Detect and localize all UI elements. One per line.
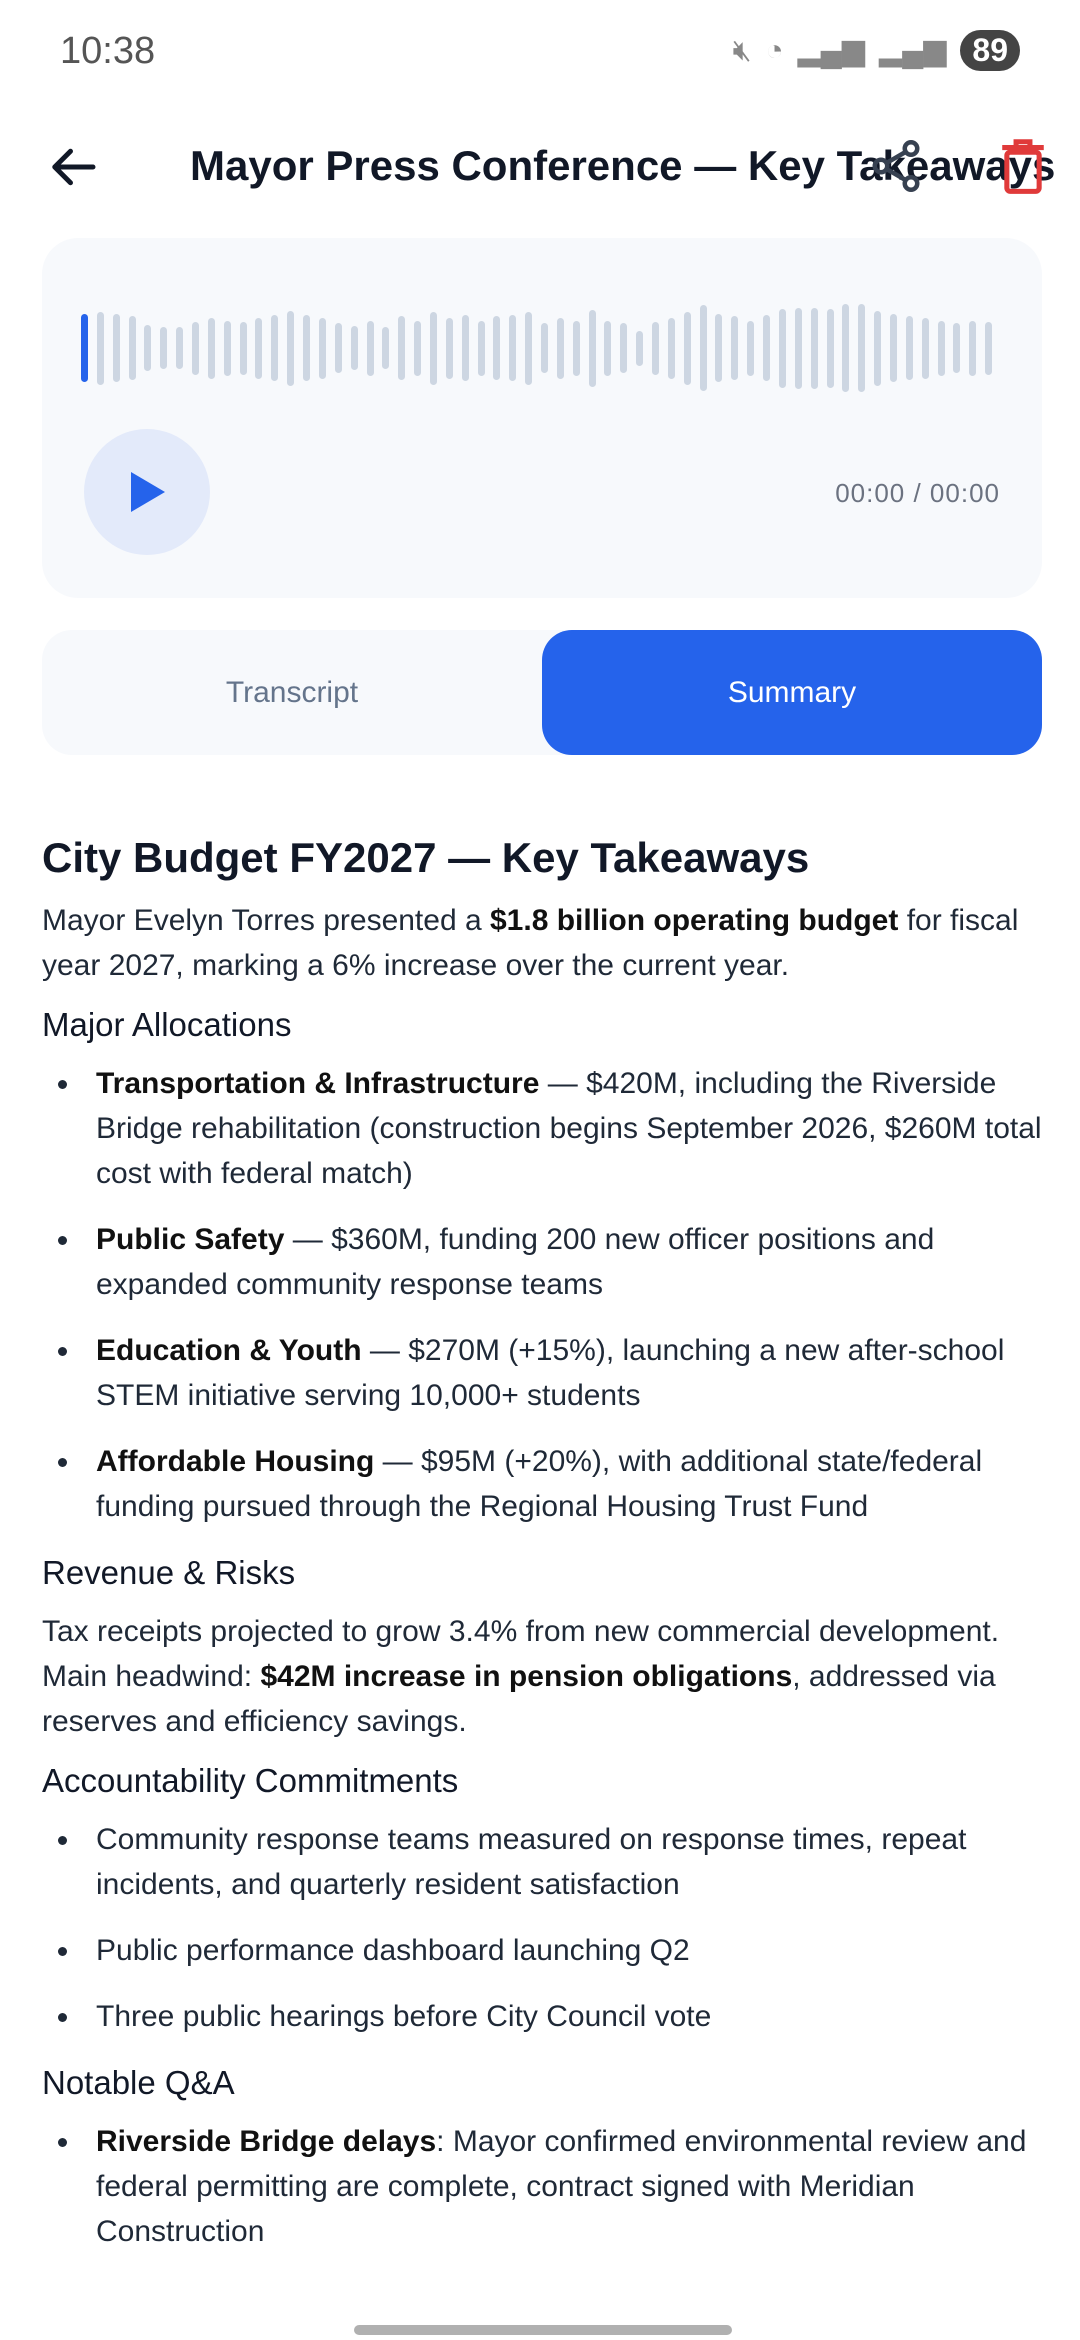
waveform-bar [192, 322, 199, 375]
waveform-bar [890, 314, 897, 382]
waveform-bar [335, 323, 342, 373]
list-item: Public performance dashboard launching Q2 [42, 1928, 1047, 1973]
waveform-bar [684, 312, 691, 385]
waveform-bar [509, 315, 516, 381]
waveform-bar [842, 304, 849, 392]
revenue-text: Tax receipts projected to grow 3.4% from new commercial development. Main headwind: [42, 1615, 1000, 1693]
item-text: — $420M, including the Riverside Bridge rehabilitation (construction begins September 2026, $260M total cost with federal match) [96, 1067, 1042, 1190]
waveform-bar [303, 315, 310, 381]
revenue-heading: Revenue & Risks [42, 1554, 296, 1591]
waveform-bar [557, 318, 564, 379]
waveform-bar [129, 316, 136, 380]
waveform-bar [462, 315, 469, 381]
intro-text: Mayor Evelyn Torres presented a [42, 904, 490, 937]
waveform-bar [541, 323, 548, 373]
waveform-bar [715, 314, 722, 382]
waveform-bar [938, 321, 945, 376]
waveform-bar [985, 322, 992, 375]
waveform-bar [811, 308, 818, 389]
waveform-bar [493, 316, 500, 380]
waveform-bar [953, 323, 960, 373]
waveform-bar [604, 321, 611, 376]
waveform-bar [81, 314, 88, 382]
intro-text-end: for fiscal year 2027, marking a 6% increase over the current year. [42, 904, 1019, 982]
play-button[interactable] [84, 429, 210, 555]
waveform-bar [414, 321, 421, 376]
item-text: — $270M (+15%), launching a new after-school STEM initiative serving 10,000+ students [96, 1334, 1005, 1412]
waveform-bar [382, 327, 389, 369]
waveform-bar [271, 315, 278, 381]
waveform-bar [430, 312, 437, 385]
list-item: Three public hearings before City Council vote [42, 1994, 1047, 2039]
signal-icon-2: ▂▄▆ [879, 34, 947, 67]
list-item [42, 1217, 1047, 1307]
accountability-heading: Accountability Commitments [42, 1762, 459, 1799]
back-arrow-icon[interactable] [48, 140, 102, 194]
share-icon[interactable] [866, 136, 926, 196]
waveform-bar [700, 305, 707, 391]
list-item [42, 1061, 1047, 1196]
waveform-bar [287, 311, 294, 386]
waveform-bar [858, 304, 865, 392]
waveform-bar [620, 323, 627, 373]
revenue-paragraph [42, 1609, 1047, 1744]
waveform-bar [763, 315, 770, 381]
waveform-bar [922, 318, 929, 379]
list-item [42, 1439, 1047, 1529]
waveform-bar [240, 322, 247, 375]
waveform-bar [969, 321, 976, 376]
play-icon [127, 470, 167, 514]
battery-indicator: 89 [960, 30, 1020, 71]
list-item [42, 1328, 1047, 1418]
waveform-bar [255, 318, 262, 379]
waveform-bar [906, 316, 913, 380]
waveform-bar [398, 316, 405, 380]
wifi-icon: ◔ [765, 33, 784, 67]
intro-bold: $1.8 billion operating budget [490, 904, 899, 937]
waveform-bar [795, 308, 802, 389]
qa-list [42, 2119, 1047, 2254]
tab-transcript[interactable]: Transcript [225, 675, 359, 709]
revenue-text-end: , addressed via reserves and efficiency savings. [42, 1660, 996, 1738]
waveform-bar [525, 312, 532, 385]
waveform-bar [573, 321, 580, 376]
waveform-bar [367, 321, 374, 376]
item-bold: Public Safety [96, 1223, 285, 1256]
waveform-bar [176, 327, 183, 369]
waveform-bar [652, 322, 659, 375]
waveform-bar [668, 318, 675, 379]
item-bold: Affordable Housing [96, 1445, 375, 1478]
waveform-bar [224, 321, 231, 376]
status-time: 10:38 [60, 30, 156, 72]
list-item: Community response teams measured on response times, repeat incidents, and quarterly resident satisfaction [42, 1817, 1047, 1907]
audio-player-card [42, 238, 1042, 598]
waveform-bar [351, 326, 358, 370]
tab-summary[interactable]: Summary [542, 630, 1042, 755]
allocations-heading: Major Allocations [42, 1006, 292, 1043]
allocations-list [42, 1061, 1047, 1529]
status-icons [733, 30, 1020, 71]
item-text: — $360M, funding 200 new officer positions and expanded community response teams [96, 1223, 935, 1301]
list-item [42, 2119, 1047, 2254]
qa-heading: Notable Q&A [42, 2064, 235, 2101]
waveform-bar [747, 321, 754, 376]
gesture-handle[interactable] [354, 2325, 732, 2335]
page-title: Mayor Press Conference — Key Takeaways [190, 142, 1056, 189]
waveform-bar [113, 314, 120, 382]
waveform-bar [144, 325, 151, 371]
waveform-bar [827, 309, 834, 388]
waveform-bar [731, 316, 738, 380]
accountability-list [42, 1817, 1047, 2039]
playback-time: 00:00 / 00:00 [835, 478, 1000, 508]
waveform-bar [319, 318, 326, 379]
waveform-bar [636, 331, 643, 366]
waveform-bar [874, 311, 881, 386]
item-bold: Education & Youth [96, 1334, 362, 1367]
waveform-bar [97, 312, 104, 385]
intro-paragraph [42, 898, 1047, 988]
waveform-bar [589, 310, 596, 387]
item-text: : Mayor confirmed environmental review and federal permitting are complete, contract signed with Meridian Construction [96, 2125, 1027, 2248]
waveform-bar [208, 318, 215, 379]
waveform-bar [160, 327, 167, 369]
revenue-bold: $42M increase in pension obligations [260, 1660, 793, 1693]
view-tabs [42, 630, 1042, 755]
waveform[interactable] [81, 293, 1001, 403]
waveform-bar [446, 318, 453, 379]
mute-icon: 🔇︎ [732, 33, 752, 67]
app-header [0, 120, 1080, 212]
delete-trash-icon[interactable] [995, 136, 1051, 196]
item-bold: Riverside Bridge delays [96, 2125, 437, 2158]
summary-title: City Budget FY2027 — Key Takeaways [42, 834, 810, 881]
waveform-bar [779, 309, 786, 388]
item-bold: Transportation & Infrastructure [96, 1067, 540, 1100]
summary-content [42, 830, 1047, 2275]
signal-icon: ▂▄▆ [797, 34, 865, 67]
item-text: — $95M (+20%), with additional state/federal funding pursued through the Regional Housing Trust Fund [96, 1445, 983, 1523]
waveform-bar [478, 321, 485, 376]
status-bar [0, 0, 1080, 110]
